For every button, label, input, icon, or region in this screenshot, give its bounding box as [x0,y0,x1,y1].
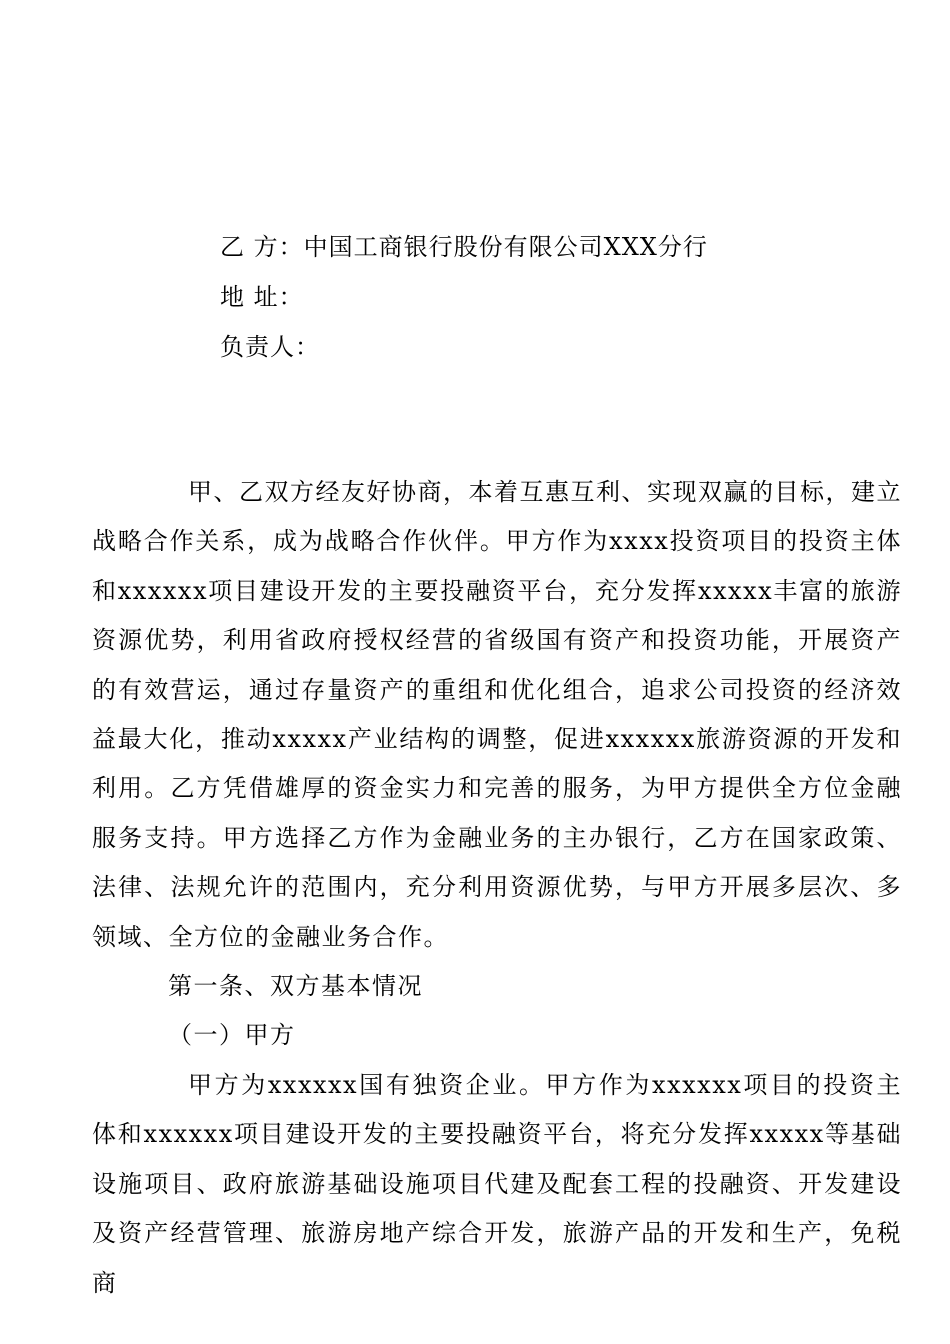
party-b-name: 乙 方：中国工商银行股份有限公司XXX分行 [220,233,708,261]
intro-paragraph: 甲、乙双方经友好协商，本着互惠互利、实现双赢的目标，建立战略合作关系，成为战略合作伙伴。甲方作为xxxx投资项目的投资主体和xxxxxx项目建设开发的主要投融资平台，充分发挥xxxxx丰富的旅游资源优势，利用省政府授权经营的省级国有资产和投资功能，开展资产的有效营运，通过存量资产的重组和优化组合，追求公司投资的经济效益最大化，推动xxxxx产业结构的调整，促进xxxxxx旅游资源的开发和利用。乙方凭借雄厚的资金实力和完善的服务，为甲方提供全方位金融服务支持。甲方选择乙方作为金融业务的主办银行，乙方在国家政策、法律、法规允许的范围内，充分利用资源优势，与甲方开展多层次、多领域、全方位的金融业务合作。 [92,478,902,951]
party-a-paragraph: 甲方为xxxxxx国有独资企业。甲方作为xxxxxx项目的投资主体和xxxxxx项目建设开发的主要投融资平台，将充分发挥xxxxx等基础设施项目、政府旅游基础设施项目代建及配套工程的投融资、开发建设及资产经营管理、旅游房地产综合开发，旅游产品的开发和生产，免税商 [92,1070,902,1297]
contract-body [92,468,902,1308]
party-b-info [220,222,820,372]
article-1-title: 第一条、双方基本情况 [168,972,423,1001]
party-b-representative: 负责人： [220,333,320,361]
section-1-title: （一）甲方 [168,1021,296,1050]
party-b-address: 地 址： [220,283,304,311]
